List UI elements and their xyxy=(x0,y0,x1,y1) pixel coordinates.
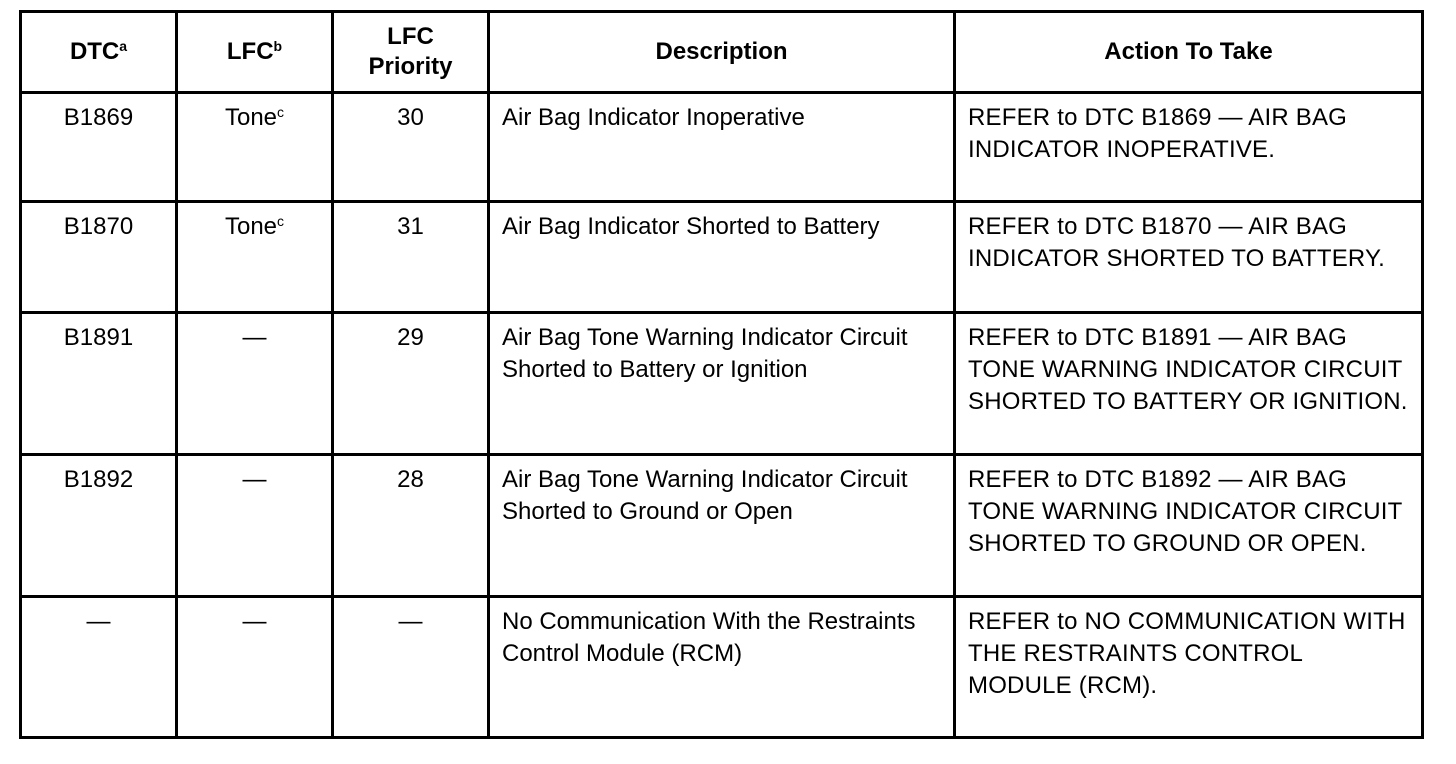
table-row xyxy=(21,313,1423,455)
description-cell: Air Bag Tone Warning Indicator Circuit Shorted to Battery or Ignition xyxy=(489,313,955,455)
lfc-value: Tone xyxy=(224,213,278,240)
lfc-cell: — xyxy=(177,313,333,455)
table-row xyxy=(21,597,1423,738)
dtc-cell: B1869 xyxy=(21,93,177,202)
header-lfc xyxy=(177,12,333,93)
dtc-table xyxy=(19,10,1424,739)
dtc-cell: B1892 xyxy=(21,455,177,597)
description-cell: Air Bag Tone Warning Indicator Circuit Shorted to Ground or Open xyxy=(489,455,955,597)
lfc-cell xyxy=(177,202,333,313)
lfc-cell xyxy=(177,93,333,202)
priority-cell: 29 xyxy=(333,313,489,455)
action-cell: REFER to DTC B1892 — AIR BAG TONE WARNING INDICATOR CIRCUIT SHORTED TO GROUND OR OPEN. xyxy=(955,455,1423,597)
footnote-a: a xyxy=(119,38,128,54)
priority-cell: — xyxy=(333,597,489,738)
description-cell: No Communication With the Restraints Control Module (RCM) xyxy=(489,597,955,738)
dtc-cell: B1891 xyxy=(21,313,177,455)
lfc-cell: — xyxy=(177,597,333,738)
header-description xyxy=(489,12,955,93)
header-lfc-priority-label: LFC Priority xyxy=(368,23,453,80)
action-cell: REFER to DTC B1891 — AIR BAG TONE WARNING INDICATOR CIRCUIT SHORTED TO BATTERY OR IGNITION. xyxy=(955,313,1423,455)
action-cell: REFER to DTC B1870 — AIR BAG INDICATOR SHORTED TO BATTERY. xyxy=(955,202,1423,313)
header-description-label: Description xyxy=(655,38,788,65)
header-action xyxy=(955,12,1423,93)
header-dtc xyxy=(21,12,177,93)
action-cell: REFER to NO COMMUNICATION WITH THE RESTRAINTS CONTROL MODULE (RCM). xyxy=(955,597,1423,738)
table-row xyxy=(21,93,1423,202)
footnote-b: b xyxy=(273,38,283,54)
header-lfc-label: LFC xyxy=(226,38,274,65)
priority-cell: 28 xyxy=(333,455,489,597)
table-body xyxy=(21,93,1423,738)
header-dtc-label: DTC xyxy=(69,38,120,65)
action-cell: REFER to DTC B1869 — AIR BAG INDICATOR INOPERATIVE. xyxy=(955,93,1423,202)
description-cell: Air Bag Indicator Shorted to Battery xyxy=(489,202,955,313)
table-row xyxy=(21,202,1423,313)
priority-cell: 30 xyxy=(333,93,489,202)
header-lfc-priority xyxy=(333,12,489,93)
table-header xyxy=(21,12,1423,93)
priority-cell: 31 xyxy=(333,202,489,313)
header-row xyxy=(21,12,1423,93)
lfc-value: Tone xyxy=(224,104,278,131)
footnote-c: c xyxy=(277,213,285,229)
header-action-label: Action To Take xyxy=(1104,38,1273,65)
table-row xyxy=(21,455,1423,597)
dtc-cell: — xyxy=(21,597,177,738)
footnote-c: c xyxy=(277,104,285,120)
dtc-cell: B1870 xyxy=(21,202,177,313)
lfc-cell: — xyxy=(177,455,333,597)
description-cell: Air Bag Indicator Inoperative xyxy=(489,93,955,202)
